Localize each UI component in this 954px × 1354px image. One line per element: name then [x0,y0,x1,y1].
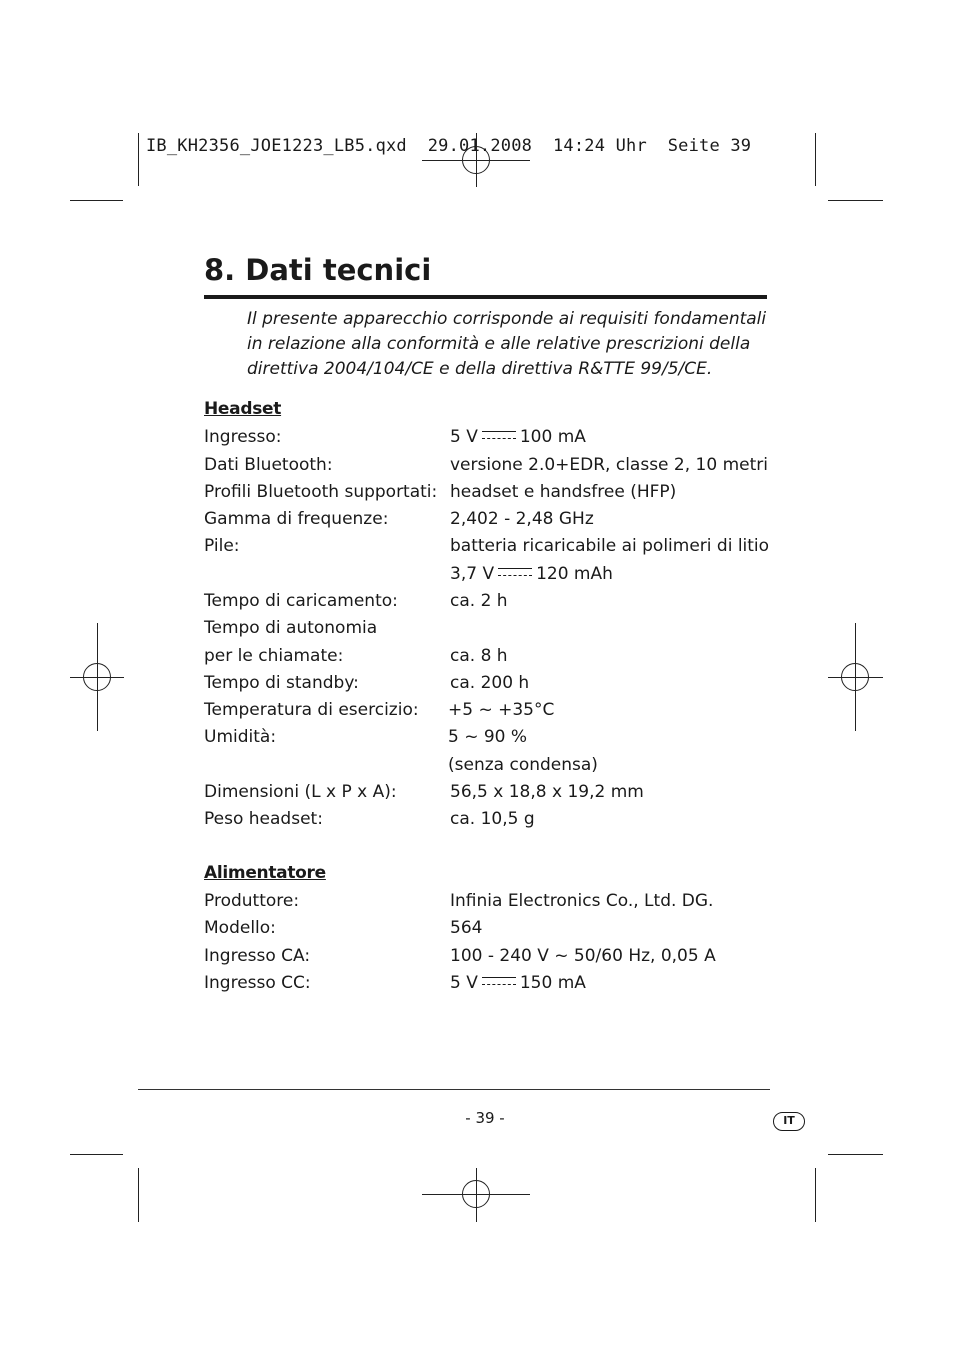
registration-circle-icon [841,663,869,691]
spec-row [204,618,804,645]
registration-circle-icon [83,663,111,691]
spec-label: Tempo di caricamento: [204,591,398,611]
section-heading-power-supply: Alimentatore [204,863,326,883]
spec-row [204,455,804,482]
spec-row [204,782,804,809]
spec-value: ca. 200 h [450,673,530,693]
crop-mark [828,1154,883,1155]
language-badge: IT [773,1112,805,1131]
spec-label: Dati Bluetooth: [204,455,333,475]
spec-value: 5 V 100 mA [450,427,586,447]
spec-value: 5 ~ 90 % [448,727,528,747]
spec-row [204,891,804,918]
spec-row [204,727,804,754]
footer-rule [138,1089,770,1090]
dc-symbol-icon [498,566,532,580]
spec-value: versione 2.0+EDR, classe 2, 10 metri [450,455,768,475]
spec-value: ca. 10,5 g [450,809,535,829]
spec-value: 564 [450,918,483,938]
spec-value: Infinia Electronics Co., Ltd. DG. [450,891,714,911]
print-slug: IB_KH2356_JOE1223_LB5.qxd 29.01.2008 14:24 Uhr Seite 39 [146,136,752,156]
spec-value: headset e handsfree (HFP) [450,482,677,502]
spec-value: 3,7 V 120 mAh [450,564,613,584]
crop-mark [70,1154,123,1155]
spec-label: Peso headset: [204,809,323,829]
spec-label: per le chiamate: [204,646,344,666]
spec-label: Produttore: [204,891,300,911]
spec-value: 100 - 240 V ~ 50/60 Hz, 0,05 A [450,946,716,966]
spec-label: Profili Bluetooth supportati: [204,482,438,502]
spec-label: Pile: [204,536,240,556]
spec-label: Ingresso: [204,427,282,447]
spec-value: batteria ricaricabile ai polimeri di litio [450,536,770,556]
crop-mark [138,1168,139,1222]
crop-mark [138,133,139,186]
crop-mark [815,1168,816,1222]
page-number: - 39 - [465,1109,505,1127]
spec-row [204,755,804,782]
spec-label: Gamma di frequenze: [204,509,389,529]
dc-symbol-icon [482,429,516,443]
spec-row [204,700,804,727]
spec-row [204,427,804,454]
spec-value: +5 ~ +35°C [448,700,555,720]
spec-row [204,591,804,618]
section-heading-headset: Headset [204,399,282,419]
registration-circle-icon [462,1180,490,1208]
spec-label: Umidità: [204,727,277,747]
spec-row [204,509,804,536]
page-title: 8. Dati tecnici [204,253,432,287]
spec-label: Dimensioni (L x P x A): [204,782,397,802]
spec-label: Ingresso CC: [204,973,311,993]
spec-row [204,809,804,836]
spec-label: Ingresso CA: [204,946,311,966]
spec-row [204,564,804,591]
spec-row [204,973,804,1000]
spec-value: ca. 8 h [450,646,508,666]
spec-label: Tempo di autonomia [204,618,378,638]
spec-label: Tempo di standby: [204,673,359,693]
spec-row [204,673,804,700]
crop-mark [815,133,816,186]
crop-mark [828,200,883,201]
spec-row [204,482,804,509]
spec-row [204,946,804,973]
title-rule [204,295,767,299]
spec-value: 5 V 150 mA [450,973,586,993]
spec-label: Temperatura di esercizio: [204,700,419,720]
spec-row [204,918,804,945]
spec-value: 56,5 x 18,8 x 19,2 mm [450,782,644,802]
spec-value: ca. 2 h [450,591,508,611]
intro-paragraph: Il presente apparecchio corrisponde ai requisiti fondamentali in relazione alla conformità e alle relative prescrizioni della direttiva 2004/104/CE e della direttiva R&TTE 99/5/CE. [247,309,767,379]
spec-row [204,536,804,563]
spec-label: Modello: [204,918,276,938]
spec-row [204,646,804,673]
dc-symbol-icon [482,975,516,989]
crop-mark [70,200,123,201]
spec-value: 2,402 - 2,48 GHz [450,509,594,529]
spec-value: (senza condensa) [448,755,598,775]
